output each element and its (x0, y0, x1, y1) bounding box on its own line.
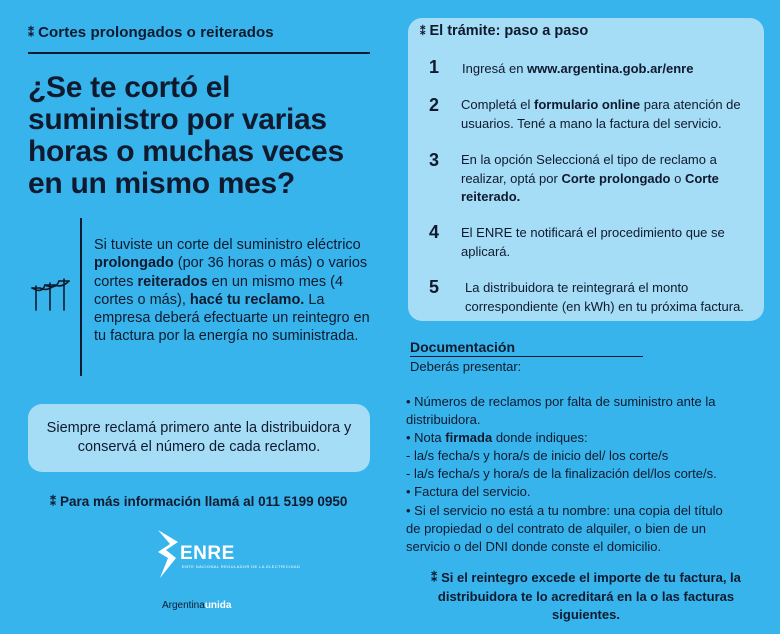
arrow-sparkle-icon: ⁑ (431, 571, 438, 585)
step-text-part: En la opción Seleccioná el tipo de reclamo a realizar, optá por (461, 152, 717, 186)
intro-text-2: (por 36 horas o más) o varios cortes (94, 255, 368, 290)
eyebrow-label: Cortes prolongados o reiterados (38, 24, 274, 41)
list-text: de propiedad o del contrato de alquiler, o bien de un (406, 520, 706, 536)
page-title: ¿Se te cortó el suministro por varias horas o muchas veces en un mismo mes? (28, 71, 344, 200)
intro-bold-reiterados: reiterados (137, 273, 208, 290)
contact-text: Para más información llamá al 011 5199 0950 (60, 494, 348, 509)
step-text-part: para atención de usuarios. Tené a mano la factura del servicio. (461, 97, 741, 131)
arrow-sparkle-icon: ⁑ (50, 495, 56, 509)
step-text-part: Completá el (461, 97, 534, 112)
list-item (406, 447, 766, 465)
list-item (406, 538, 766, 556)
list-item (406, 502, 766, 520)
list-item (406, 411, 766, 429)
section-eyebrow (28, 24, 274, 41)
brand-part-2: unida (204, 600, 232, 611)
logo-wordmark: ENRE (180, 543, 235, 564)
list-item (406, 483, 766, 501)
docs-list (406, 393, 766, 556)
list-text: donde indiques: (492, 430, 588, 446)
intro-text-3: en un mismo mes (4 cortes o más), (94, 273, 344, 308)
step-number: 4 (429, 222, 440, 242)
intro-bold-prolongado: prolongado (94, 255, 174, 272)
step-text (461, 151, 761, 207)
arrow-sparkle-icon: ⁑ (28, 26, 35, 40)
arrow-sparkle-icon: ⁑ (420, 26, 426, 38)
intro-paragraph (94, 236, 374, 346)
step-text (461, 224, 761, 261)
refund-note (404, 569, 768, 625)
intro-bold-reclamo: hacé tu reclamo. (189, 291, 305, 308)
step-number: 2 (429, 95, 440, 115)
step-text-part: El ENRE te notificará el procedimiento que se aplicará. (461, 225, 725, 259)
list-text: • Números de reclamos por falta de suministro ante la (406, 394, 716, 409)
step-text (462, 60, 762, 79)
docs-subtitle: Deberás presentar: (410, 359, 522, 374)
step-number: 1 (429, 57, 440, 77)
reminder-callout (28, 404, 370, 472)
list-text-bold: firmada (445, 430, 493, 446)
step-text-part: Ingresá en (462, 61, 528, 76)
docs-divider (410, 356, 643, 357)
list-text: • Factura del servicio. (406, 484, 531, 500)
list-text: - la/s fecha/s y hora/s de la finalización del/los corte/s. (406, 466, 717, 482)
brand-part-1: Argentina (162, 600, 205, 611)
government-brand (162, 600, 231, 611)
step-text (465, 279, 765, 316)
step-text-bold: Corte reiterado. (461, 170, 719, 204)
steps-title-label: El trámite: paso a paso (429, 23, 589, 39)
step-number: 3 (429, 150, 440, 170)
intro-text-1: Si tuviste un corte del suministro eléctrico (94, 237, 361, 253)
step-text (461, 96, 761, 133)
step-text-bold: formulario online (533, 97, 641, 112)
power-lines-icon (30, 276, 74, 312)
list-text: • Si el servicio no está a tu nombre: una copia del título (406, 502, 723, 518)
note-text: distribuidora te lo acreditará en la o las facturas siguientes. (437, 588, 735, 622)
eyebrow-divider (28, 52, 370, 54)
docs-title: Documentación (410, 339, 516, 355)
list-text: • Nota (406, 430, 446, 446)
note-text: Si el reintegro excede el importe de tu factura, la (441, 570, 741, 585)
step-text-bold: Corte prolongado (561, 170, 671, 186)
steps-title (420, 23, 588, 39)
list-text: - la/s fecha/s y hora/s de inicio del/ los corte/s (406, 448, 669, 464)
contact-line (50, 494, 347, 509)
note-line (404, 588, 768, 625)
list-text: distribuidora. (406, 412, 481, 428)
logo-subtitle: ENTE NACIONAL REGULADOR DE LA ELECTRICIDAD (182, 564, 301, 569)
list-item (406, 520, 766, 538)
body-divider (80, 218, 82, 376)
reminder-text: Siempre reclamá primero ante la distribuidora y conservá el número de cada reclamo. (46, 420, 352, 455)
list-item (406, 429, 766, 447)
step-text-bold: www.argentina.gob.ar/enre (527, 61, 694, 76)
step-number: 5 (429, 277, 440, 297)
intro-text-4: La empresa deberá efectuarte un reintegro en tu factura por la energía no suministrada. (94, 291, 370, 345)
list-item (406, 393, 766, 411)
list-text: servicio o del DNI donde conste el domicilio. (406, 538, 662, 554)
step-text-part: La distribuidora te reintegrará el monto correspondiente (en kWh) en tu próxima factura. (465, 280, 744, 314)
list-item (406, 465, 766, 483)
note-line (404, 569, 768, 588)
step-text-part: o (670, 170, 685, 186)
